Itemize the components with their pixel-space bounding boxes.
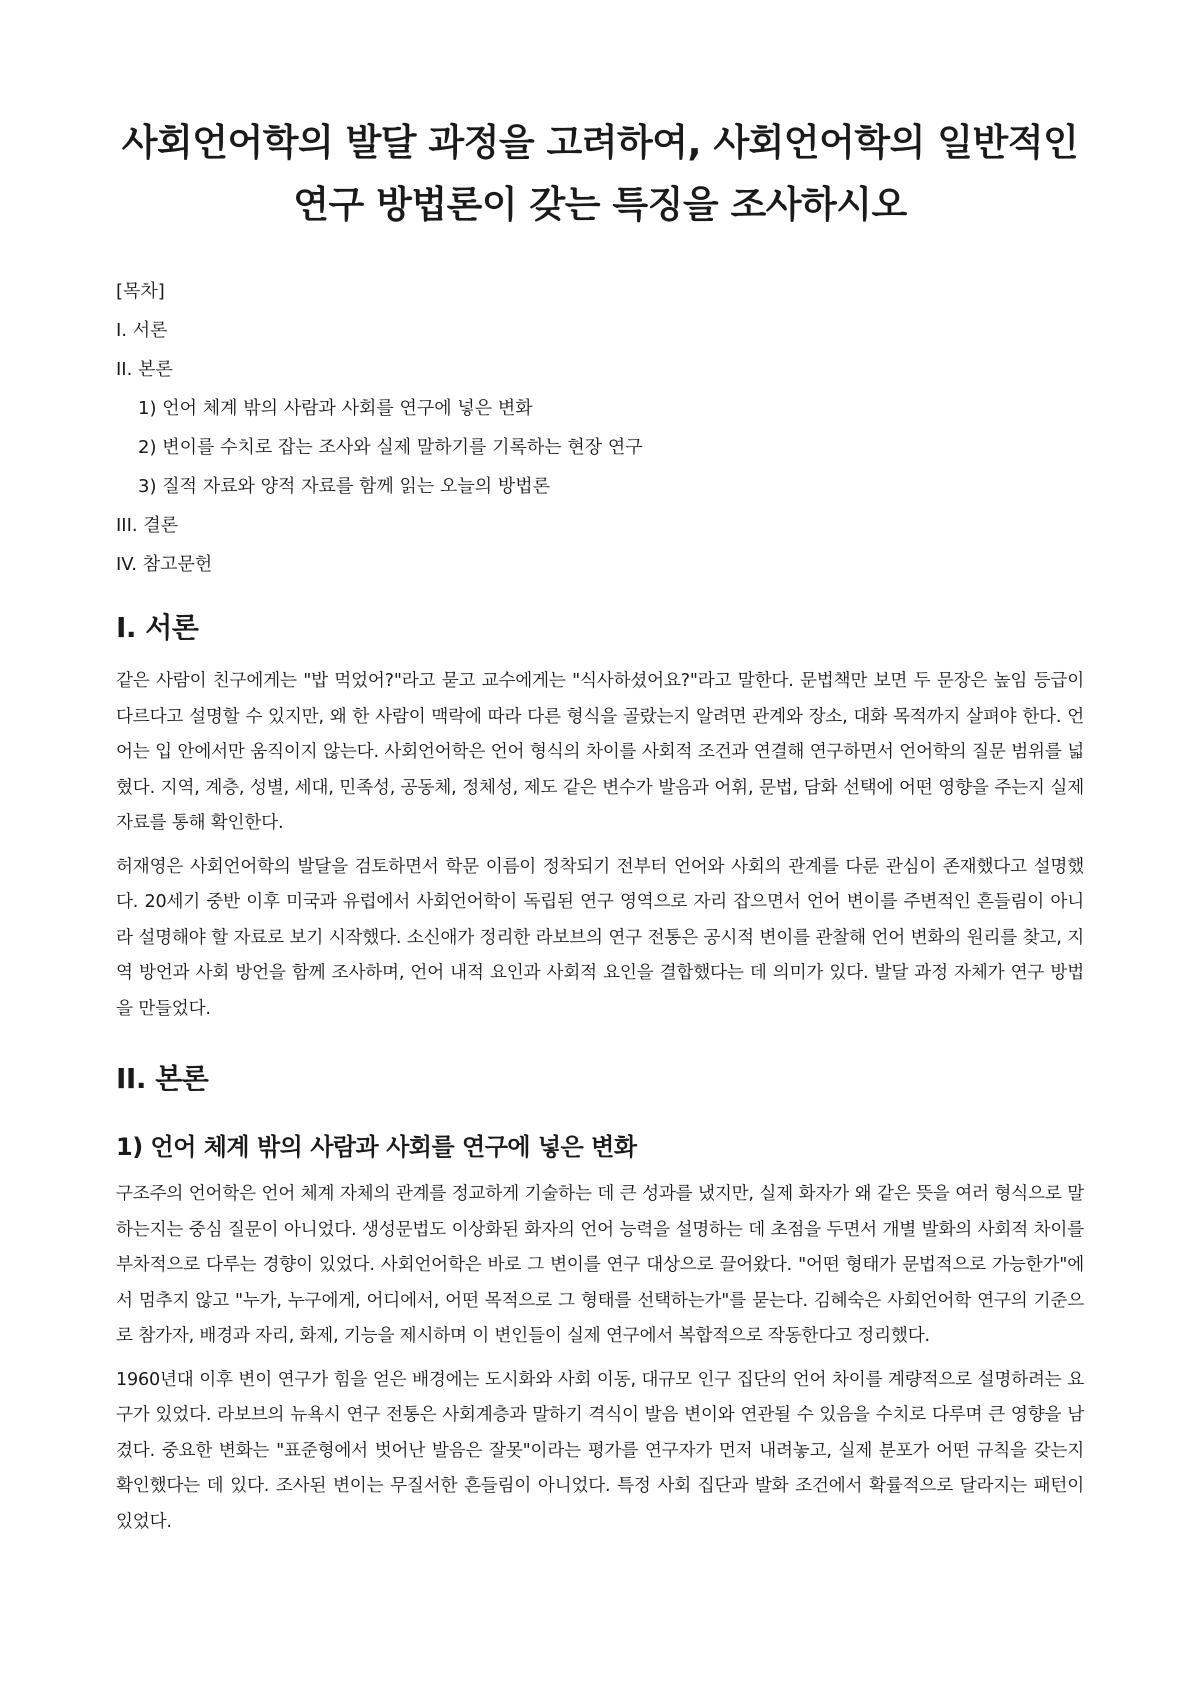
toc-heading: [목차] [116, 281, 165, 302]
document-title [116, 112, 1084, 236]
title-line-2: 연구 방법론이 갖는 특징을 조사하시오 [293, 183, 907, 226]
toc-item: IV. 참고문헌 [116, 554, 213, 575]
toc-subitem: 1) 언어 체계 밖의 사람과 사회를 연구에 넣은 변화 [138, 398, 533, 419]
paragraph: 같은 사람이 친구에게는 "밥 먹었어?"라고 묻고 교수에게는 "식사하셨어요?"라고 말한다. 문법책만 보면 두 문장은 높임 등급이 다르다고 설명할 수 있지만, 왜 한 사람이 맥락에 따라 다른 형식을 골랐는지 알려면 관계와 장소, 대화 목적까지 살펴야 한다. 언어는 입 안에서만 움직이지 않는다. 사회언어학은 언어 형식의 차이를 사회적 조건과 연결해 연구하면서 언어학의 질문 범위를 넓혔다. 지역, 계층, 성별, 세대, 민족성, 공동체, 정체성, 제도 같은 변수가 발음과 어휘, 문법, 담화 선택에 어떤 영향을 주는지 실제 자료를 통해 확인한다. [116, 671, 1084, 833]
table-of-contents [116, 272, 1084, 584]
title-line-1: 사회언어학의 발달 과정을 고려하여, 사회언어학의 일반적인 [121, 121, 1079, 164]
toc-subitem: 2) 변이를 수치로 잡는 조사와 실제 말하기를 기록하는 현장 연구 [138, 437, 643, 458]
toc-item: III. 결론 [116, 515, 179, 536]
section-heading-introduction: I. 서론 [116, 611, 199, 644]
subsection-heading-1: 1) 언어 체계 밖의 사람과 사회를 연구에 넣은 변화 [116, 1133, 637, 1161]
paragraph: 1960년대 이후 변이 연구가 힘을 얻은 배경에는 도시화와 사회 이동, 대규모 인구 집단의 언어 차이를 계량적으로 설명하려는 요구가 있었다. 라보브의 뉴욕시 연구 전통은 사회계층과 말하기 격식이 발음 변이와 연관될 수 있음을 수치로 다루며 큰 영향을 남겼다. 중요한 변화는 "표준형에서 벗어난 발음은 잘못"이라는 평가를 연구자가 먼저 내려놓고, 실제 분포가 어떤 규칙을 갖는지 확인했다는 데 있다. 조사된 변이는 무질서한 흔들림이 아니었다. 특정 사회 집단과 발화 조건에서 확률적으로 달라지는 패턴이 있었다. [116, 1369, 1084, 1532]
toc-subitem: 3) 질적 자료와 양적 자료를 함께 읽는 오늘의 방법론 [138, 476, 551, 497]
paragraph: 구조주의 언어학은 언어 체계 자체의 관계를 정교하게 기술하는 데 큰 성과를 냈지만, 실제 화자가 왜 같은 뜻을 여러 형식으로 말하는지는 중심 질문이 아니었다. 생성문법도 이상화된 화자의 언어 능력을 설명하는 데 초점을 두면서 개별 발화의 사회적 차이를 부차적으로 다루는 경향이 있었다. 사회언어학은 바로 그 변이를 연구 대상으로 끌어왔다. "어떤 형태가 문법적으로 가능한가"에서 멈추지 않고 "누가, 누구에게, 어디에서, 어떤 목적으로 그 형태를 선택하는가"를 묻는다. 김혜숙은 사회언어학 연구의 기준으로 참가자, 배경과 자리, 화제, 기능을 제시하며 이 변인들이 실제 연구에서 복합적으로 작동한다고 정리했다. [116, 1184, 1084, 1346]
toc-item: II. 본론 [116, 359, 173, 380]
paragraph: 허재영은 사회언어학의 발달을 검토하면서 학문 이름이 정착되기 전부터 언어와 사회의 관계를 다룬 관심이 존재했다고 설명했다. 20세기 중반 이후 미국과 유럽에서 사회언어학이 독립된 연구 영역으로 자리 잡으면서 언어 변이를 주변적인 흔들림이 아니라 설명해야 할 자료로 보기 시작했다. 소신애가 정리한 라보브의 연구 전통은 공시적 변이를 관찰해 언어 변화의 원리를 찾고, 지역 방언과 사회 방언을 함께 조사하며, 언어 내적 요인과 사회적 요인을 결합했다는 데 의미가 있다. 발달 과정 자체가 연구 방법을 만들었다. [116, 856, 1084, 1019]
toc-item: I. 서론 [116, 320, 168, 341]
section-heading-body: II. 본론 [116, 1062, 209, 1095]
